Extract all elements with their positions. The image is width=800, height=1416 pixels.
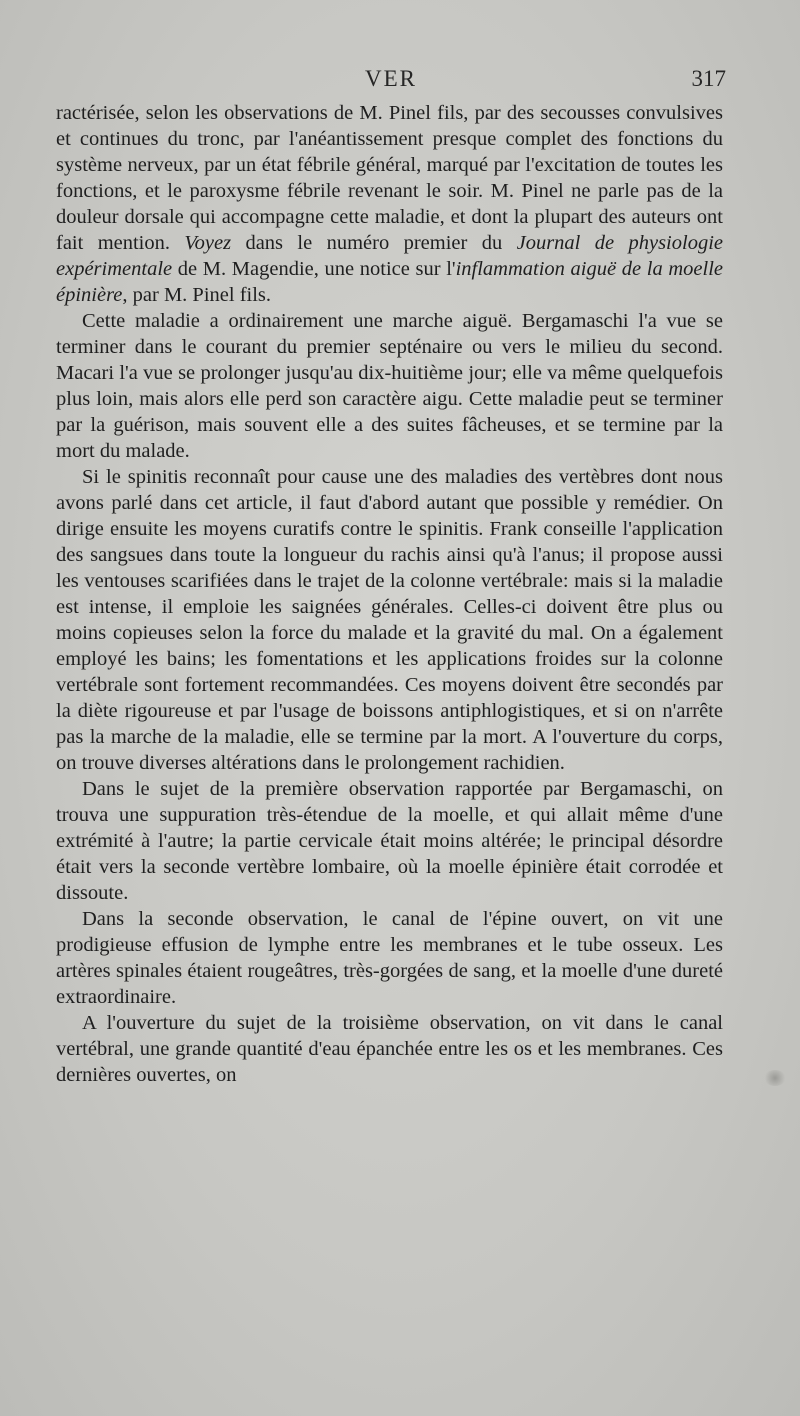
text-run: Cette maladie a ordinairement une marche aiguë. Bergamaschi l'a vue se terminer dans le courant du premier septénaire ou vers le milieu du second. Macari l'a vue se prolonger jusqu'au dix-huitième jour; elle va même quelquefois plus loin, mais alors elle perd son caractère aigu. Cette maladie peut se terminer par la guérison, mais souvent elle a des suites fâcheuses, et se termine par la mort du malade. <box>56 310 723 462</box>
text-run: dans le numéro premier du <box>231 232 517 254</box>
text-run: Dans la seconde observation, le canal de l'épine ouvert, on vit une prodigieuse effusion de lymphe entre les membranes et le tube osseux. Les artères spinales étaient rougeâtres, très-gorgées de sang, et la moelle d'une dureté extraordinaire. <box>56 908 723 1008</box>
italic-text: Journal de physiologie expérimentale <box>56 232 723 280</box>
running-head: VER <box>365 66 417 91</box>
text-run: de M. Magendie, une notice sur l' <box>172 258 456 280</box>
paragraph-6 <box>56 1010 723 1088</box>
text-run: Si le spinitis reconnaît pour cause une des maladies des vertèbres dont nous avons parlé dans cet article, il faut d'abord autant que possible y remédier. On dirige ensuite les moyens curatifs contre le spinitis. Frank conseille l'application des sangsues dans toute la longueur du rachis ainsi qu'à l'anus; il propose aussi les ventouses scarifiées dans le trajet de la colonne vertébrale: mais si la maladie est intense, il emploie les saignées générales. Celles-ci doivent être plus ou moins copieuses selon la force du malade et la gravité du mal. On a également employé les bains; les fomentations et les applications froides sur la colonne vertébrale sont fortement recommandées. Ces moyens doivent être secondés par la diète rigoureuse et par l'usage de boissons antiphlogistiques, et si on n'arrête pas la marche de la maladie, elle se termine par la mort. A l'ouverture du corps, on trouve diverses altérations dans le prolongement rachidien. <box>56 466 723 774</box>
text-run: , par M. Pinel fils. <box>122 284 272 306</box>
italic-text: Voyez <box>184 232 232 254</box>
paragraph-5 <box>56 906 723 1010</box>
italic-text: inflammation aiguë de la moelle épinière <box>56 258 723 306</box>
paragraph-1 <box>56 100 723 308</box>
paragraph-4 <box>56 776 723 906</box>
page-number: 317 <box>691 66 726 91</box>
paper-smudge <box>764 1070 786 1086</box>
text-run: ractérisée, selon les observations de M. Pinel fils, par des secousses convulsives et continues du tronc, par l'anéantissement presque complet des fonctions du système nerveux, par un état fébrile général, marqué par l'excitation de toutes les fonctions, et le paroxysme fébrile revenant le soir. M. Pinel ne parle pas de la douleur dorsale qui accompagne cette maladie, et dont la plupart des auteurs ont fait mention. <box>56 102 723 254</box>
page-header <box>56 66 726 102</box>
body-text <box>56 100 723 1088</box>
paragraph-3 <box>56 464 723 776</box>
text-run: A l'ouverture du sujet de la troisième observation, on vit dans le canal vertébral, une grande quantité d'eau épanchée entre les os et les membranes. Ces dernières ouvertes, on <box>56 1012 723 1086</box>
text-run: Dans le sujet de la première observation rapportée par Bergamaschi, on trouva une suppuration très-étendue de la moelle, et qui allait même d'une extrémité à l'autre; la partie cervicale était moins altérée; le principal désordre était vers la seconde vertèbre lombaire, où la moelle épinière était corrodée et dissoute. <box>56 778 723 904</box>
paragraph-2 <box>56 308 723 464</box>
